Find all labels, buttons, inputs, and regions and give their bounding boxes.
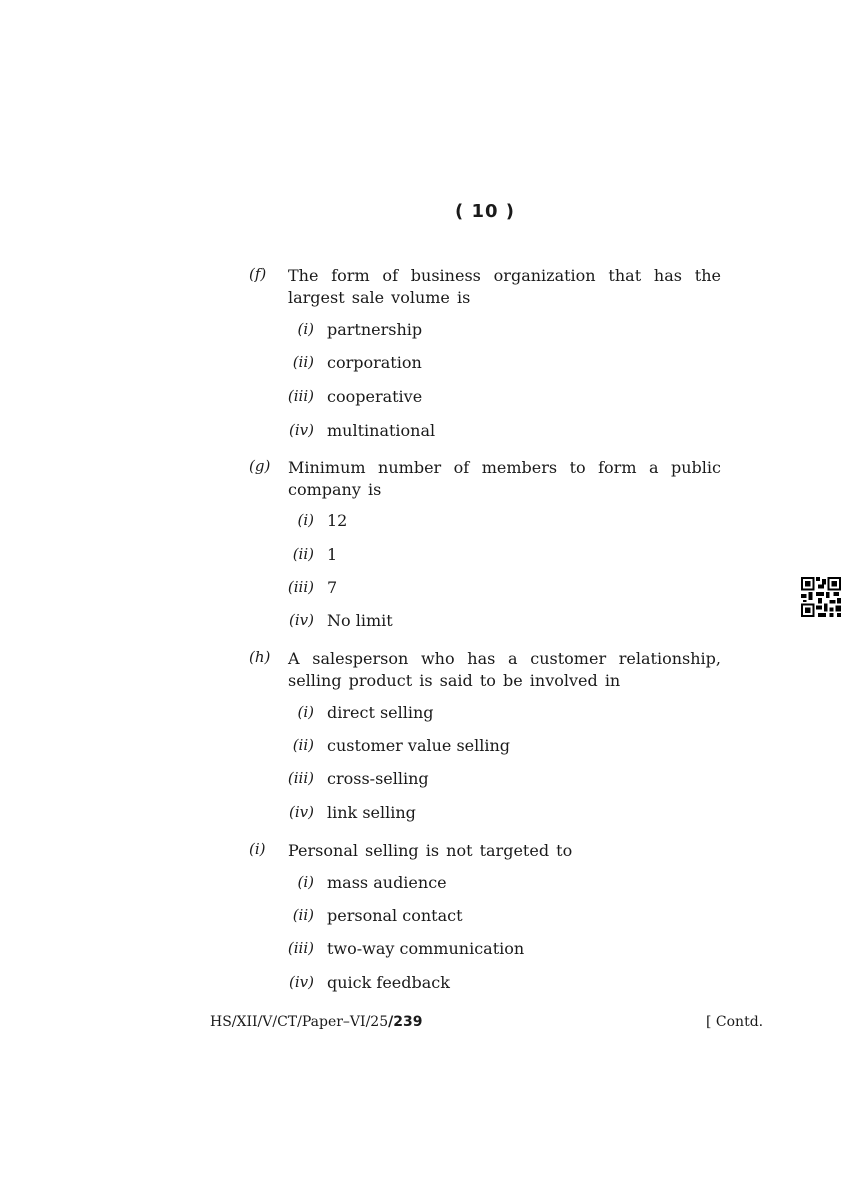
option-text: 12 xyxy=(327,511,348,530)
question-text: Personal selling is not targeted to xyxy=(288,841,573,860)
option-text: cooperative xyxy=(327,387,423,406)
option-number: (ii) xyxy=(292,545,314,563)
option-text: quick feedback xyxy=(327,973,450,992)
option-text: cross-selling xyxy=(327,769,429,788)
option-text: 1 xyxy=(327,545,338,564)
option-text: corporation xyxy=(327,353,422,372)
option-number: (ii) xyxy=(292,906,314,924)
option-text: 7 xyxy=(327,578,338,597)
option-number: (i) xyxy=(297,511,314,529)
option-number: (iii) xyxy=(287,578,314,596)
page-number: ( 10 ) xyxy=(454,201,516,222)
question-label: (h) xyxy=(249,648,271,666)
option-number: (iv) xyxy=(289,611,314,629)
option-text: mass audience xyxy=(327,873,447,892)
question-g xyxy=(249,457,721,501)
option-number: (iv) xyxy=(289,421,314,439)
question-h xyxy=(249,648,721,692)
option-text: link selling xyxy=(327,803,416,822)
option-text: No limit xyxy=(327,611,393,630)
question-i xyxy=(249,840,721,862)
paper-code-number: /239 xyxy=(388,1014,423,1030)
question-text: A salesperson who has a customer relationship, selling product is said to be involved in xyxy=(288,649,721,690)
question-label: (f) xyxy=(249,265,267,283)
question-text: Minimum number of members to form a public company is xyxy=(288,458,721,499)
option-text: direct selling xyxy=(327,703,434,722)
paper-code xyxy=(210,1014,422,1030)
option-text: two-way communication xyxy=(327,939,525,958)
option-number: (i) xyxy=(297,320,314,338)
question-label: (i) xyxy=(249,840,266,858)
option-number: (iii) xyxy=(287,387,314,405)
contd-marker: [ Contd. xyxy=(706,1014,764,1030)
option-text: customer value selling xyxy=(327,736,511,755)
option-number: (iv) xyxy=(289,803,314,821)
question-f xyxy=(249,265,721,309)
option-text: personal contact xyxy=(327,906,463,925)
option-text: partnership xyxy=(327,320,423,339)
option-number: (i) xyxy=(297,703,314,721)
option-number: (ii) xyxy=(292,736,314,754)
qr-code-icon xyxy=(801,577,841,617)
question-label: (g) xyxy=(249,457,271,475)
option-text: multinational xyxy=(327,421,436,440)
option-number: (iii) xyxy=(287,939,314,957)
option-number: (i) xyxy=(297,873,314,891)
option-number: (iv) xyxy=(289,973,314,991)
question-text: The form of business organization that has the largest sale volume is xyxy=(288,266,721,307)
option-number: (ii) xyxy=(292,353,314,371)
paper-code-text: HS/XII/V/CT/Paper–VI/25 xyxy=(210,1014,389,1030)
option-number: (iii) xyxy=(287,769,314,787)
